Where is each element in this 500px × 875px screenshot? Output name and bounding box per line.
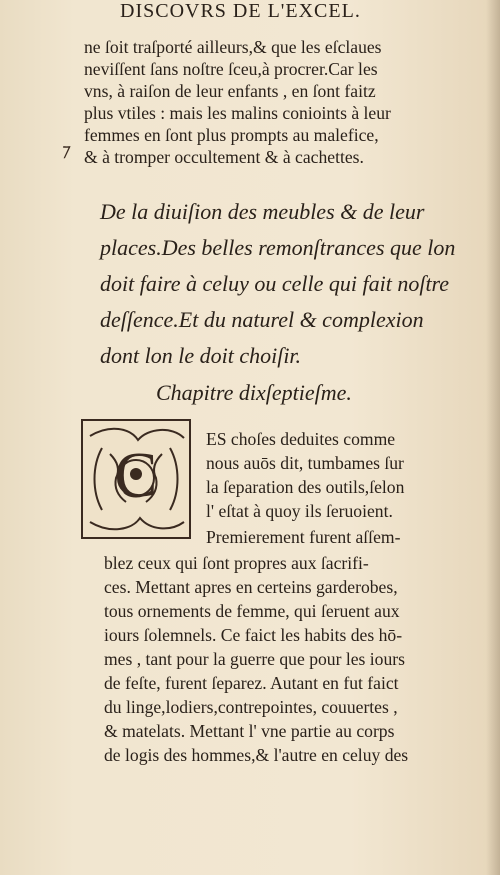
section-heading-line: De la diuiſion des meubles & de leur [100, 199, 425, 224]
chapter-title: Chapitre dixſeptieſme. [156, 380, 352, 405]
section-heading-line: doit faire à celuy ou celle qui fait noſtre [100, 271, 450, 296]
text-line: mes , tant pour la guerre que pour les iours [104, 649, 405, 669]
section-heading-line: places.Des belles remonſtrances que lon [100, 235, 456, 260]
text-line: & à tromper occultement & à cachettes. [84, 147, 364, 167]
text-line: iours ſolemnels. Ce faict les habits des hō- [104, 625, 403, 645]
text-line: l' eſtat à quoy ils ſeruoient. [206, 501, 393, 521]
text-line: ES choſes deduites comme [206, 429, 396, 449]
text-line: du linge,lodiers,contrepointes, couuertes , [104, 697, 398, 717]
marginal-mark: ⁊ [60, 140, 69, 160]
text-line: tous ornements de femme, qui ſeruent aux [104, 601, 400, 621]
text-line: blez ceux qui ſont propres aux ſacrifi- [104, 553, 369, 573]
text-line: ne ſoit traſporté ailleurs,& que les eſclaues [84, 37, 382, 57]
text-line: neviſſent ſans noſtre ſceu,à procrer.Car les [84, 59, 378, 79]
section-heading-line: dont lon le doit choiſir. [100, 343, 302, 368]
ornamental-dropcap [80, 418, 192, 540]
text-line: & matelats. Mettant l' vne partie au corps [104, 721, 395, 741]
dropcap-ornament-icon [80, 418, 192, 540]
text-line: la ſeparation des outils,ſelon [206, 477, 405, 497]
text-line: de feſte, furent ſeparez. Autant en fut faict [104, 673, 399, 693]
dropcap-letter: C [114, 439, 158, 510]
running-header: DISCOVRS DE L'EXCEL. [120, 0, 361, 22]
text-line: femmes en ſont plus prompts au malefice, [84, 125, 379, 145]
text-line: nous auōs dit, tumbames ſur [206, 453, 404, 473]
section-heading-line: deſſence.Et du naturel & complexion [100, 307, 424, 332]
text-line: plus vtiles : mais les malins conioints à leur [84, 103, 391, 123]
page-edge-shadow [486, 0, 500, 875]
text-line: Premierement furent aſſem- [206, 527, 401, 547]
text-line: ces. Mettant apres en certeins garderobes, [104, 577, 398, 597]
text-line: vns, à raiſon de leur enfants , en ſont faitz [84, 81, 376, 101]
text-line: de logis des hommes,& l'autre en celuy des [104, 745, 409, 765]
